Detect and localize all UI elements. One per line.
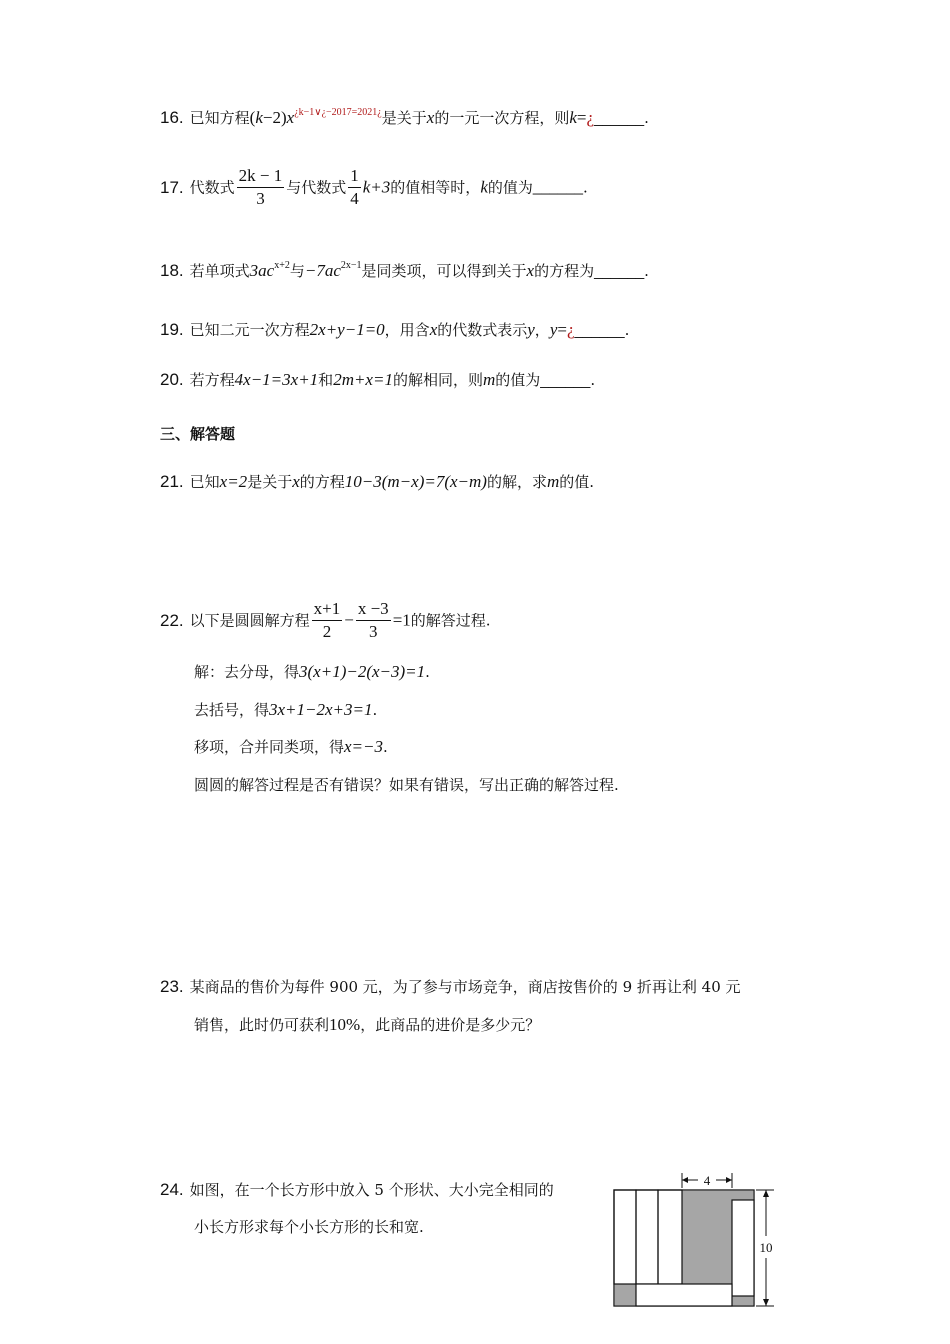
text: 的值为 — [487, 178, 533, 197]
var-m: m — [546, 472, 560, 491]
equals: = — [557, 320, 567, 339]
question-number: 24. — [160, 1180, 184, 1199]
solution-step-3 — [194, 737, 388, 757]
denominator: 3 — [256, 189, 265, 208]
question-number: 19. — [160, 320, 184, 339]
arrowhead — [726, 1177, 732, 1183]
answer-blank: ______ — [532, 178, 583, 196]
period: . — [624, 321, 630, 339]
numerator: 2k − 1 — [237, 165, 285, 188]
text: 去括号，得 — [194, 701, 270, 719]
arrowhead — [763, 1299, 769, 1306]
var-k: k — [480, 177, 488, 197]
numerator: 1 — [348, 165, 361, 188]
var-x: x — [286, 108, 295, 127]
question-number: 21. — [160, 472, 184, 491]
question-number: 16. — [160, 108, 184, 127]
exponent: x+2 — [274, 260, 290, 271]
text: 如图，在一个长方形中放入 5 个形状、大小完全相同的 — [189, 1181, 554, 1199]
question-21 — [160, 472, 594, 492]
solution-step-1 — [194, 662, 430, 682]
question-23 — [160, 977, 741, 997]
text: 是关于 — [381, 109, 427, 127]
text: 某商品的售价为每件 900 元，为了参与市场竞争，商店按售价的 9 折再让利 40 元 — [189, 978, 741, 996]
text: 和 — [318, 371, 334, 389]
rhs: =1 — [392, 610, 411, 630]
text: 已知 — [189, 473, 220, 491]
text: 的方程为 — [534, 262, 595, 280]
text: 是同类项，可以得到关于 — [361, 262, 527, 280]
solution-step-2 — [194, 700, 377, 720]
text: ，用含 — [384, 321, 430, 339]
percent: 10% — [329, 1015, 361, 1034]
shaded-region — [732, 1296, 754, 1306]
question-number: 20. — [160, 370, 184, 389]
answer-blank: ______ — [540, 372, 591, 389]
text: 已知方程 — [189, 109, 250, 127]
solution-question — [194, 775, 619, 795]
section-heading: 三、解答题 — [160, 425, 236, 443]
answer-blank: ______ — [594, 110, 645, 127]
fraction — [348, 165, 361, 210]
width-label: 4 — [703, 1173, 711, 1188]
period: . — [425, 663, 430, 681]
exponent: ¿k−1∨¿−2017=2021¿ — [294, 107, 382, 118]
equation: 10−3(m−x)=7(x−m) — [344, 472, 487, 491]
question-23-line-2 — [194, 1015, 540, 1035]
text: 若单项式 — [189, 262, 250, 280]
text: 圆圆的解答过程是否有错误？如果有错误，写出正确的解答过程. — [194, 776, 619, 794]
question-20 — [160, 370, 595, 391]
minus: − — [344, 610, 354, 630]
text: ，此商品的进价是多少元？ — [360, 1016, 541, 1034]
expr: −2 — [262, 108, 281, 127]
question-24-line-2 — [194, 1217, 424, 1237]
monomial: 3ac — [249, 261, 275, 280]
numerator: x+1 — [312, 598, 343, 621]
text: 以下是圆圆解方程 — [189, 611, 310, 630]
text: 的方程 — [299, 473, 345, 491]
arrowhead — [682, 1177, 688, 1183]
question-number: 17. — [160, 177, 184, 197]
period: . — [590, 371, 596, 389]
var-y: y — [549, 320, 558, 339]
height-label: 10 — [759, 1240, 773, 1255]
exponent: 2x−1 — [340, 260, 362, 271]
question-16 — [160, 103, 649, 129]
var-x: x — [526, 261, 535, 280]
text: 与代数式 — [286, 178, 347, 197]
var-k: k — [569, 108, 577, 127]
numerator: x −3 — [356, 598, 391, 621]
text: 的一元一次方程，则 — [434, 109, 570, 127]
question-17 — [160, 165, 588, 210]
denominator: 3 — [369, 622, 378, 641]
text: 解：去分母，得 — [194, 663, 300, 681]
equals: = — [576, 108, 587, 127]
equation: 3(x+1)−2(x−3)=1 — [299, 662, 426, 681]
text: 是关于 — [247, 473, 293, 491]
arrowhead — [763, 1190, 769, 1197]
period: . — [372, 701, 378, 719]
paren: ( — [249, 108, 256, 127]
period: . — [644, 262, 649, 280]
question-number: 23. — [160, 977, 184, 996]
paren: ) — [280, 108, 287, 127]
text: 的值相等时， — [390, 178, 481, 197]
text: 已知二元一次方程 — [189, 321, 310, 339]
fraction — [312, 598, 343, 643]
equation: 4x−1=3x+1 — [234, 370, 319, 389]
period: . — [582, 178, 588, 197]
text: 的值. — [559, 473, 595, 491]
text: 若方程 — [189, 371, 235, 389]
var-x: x — [429, 320, 438, 339]
text: 销售，此时仍可获利 — [194, 1016, 330, 1034]
equation: x=−3 — [344, 737, 384, 756]
answer-blank: ______ — [574, 322, 625, 339]
var-m: m — [482, 370, 496, 389]
small-rectangle — [614, 1190, 636, 1284]
denominator: 4 — [350, 189, 359, 208]
text: 的值为 — [495, 371, 541, 389]
question-number: 18. — [160, 261, 184, 280]
equation: 2x+y−1=0 — [309, 320, 385, 339]
small-rectangle — [658, 1190, 682, 1284]
small-rectangle — [636, 1190, 658, 1284]
var-x: x — [292, 472, 300, 491]
text: 的解相同，则 — [392, 371, 483, 389]
expr: k+3 — [362, 177, 391, 197]
rectangle-figure — [610, 1170, 780, 1310]
equation: 3x+1−2x+3=1 — [269, 700, 373, 719]
text: 代数式 — [189, 178, 235, 197]
var-k: k — [255, 108, 263, 127]
text: 小长方形求每个小长方形的长和宽. — [194, 1218, 424, 1236]
small-rectangle — [732, 1200, 754, 1296]
question-number: 22. — [160, 610, 184, 630]
monomial: −7ac — [304, 261, 341, 280]
equation: 2m+x=1 — [333, 370, 393, 389]
text: 与 — [289, 262, 305, 280]
fraction — [356, 598, 391, 643]
glyph: ¿ — [566, 320, 575, 339]
var-x: x — [426, 108, 435, 127]
small-rectangle — [636, 1284, 732, 1306]
answer-blank: ______ — [594, 263, 645, 280]
var-y: y — [527, 320, 535, 339]
question-19 — [160, 320, 629, 341]
question-24 — [160, 1180, 554, 1200]
question-22 — [160, 598, 491, 643]
period: . — [644, 109, 649, 127]
fraction — [237, 165, 285, 210]
text: 的解答过程. — [410, 611, 491, 630]
text: 的代数式表示 — [437, 321, 528, 339]
denominator: 2 — [322, 622, 332, 641]
question-18 — [160, 256, 649, 282]
text: 的解，求 — [486, 473, 547, 491]
text: 移项，合并同类项，得 — [194, 738, 345, 756]
equation: x=2 — [219, 472, 248, 491]
shaded-region — [614, 1284, 636, 1306]
glyph: ¿ — [586, 108, 595, 127]
period: . — [383, 738, 388, 756]
text: ， — [534, 321, 550, 339]
